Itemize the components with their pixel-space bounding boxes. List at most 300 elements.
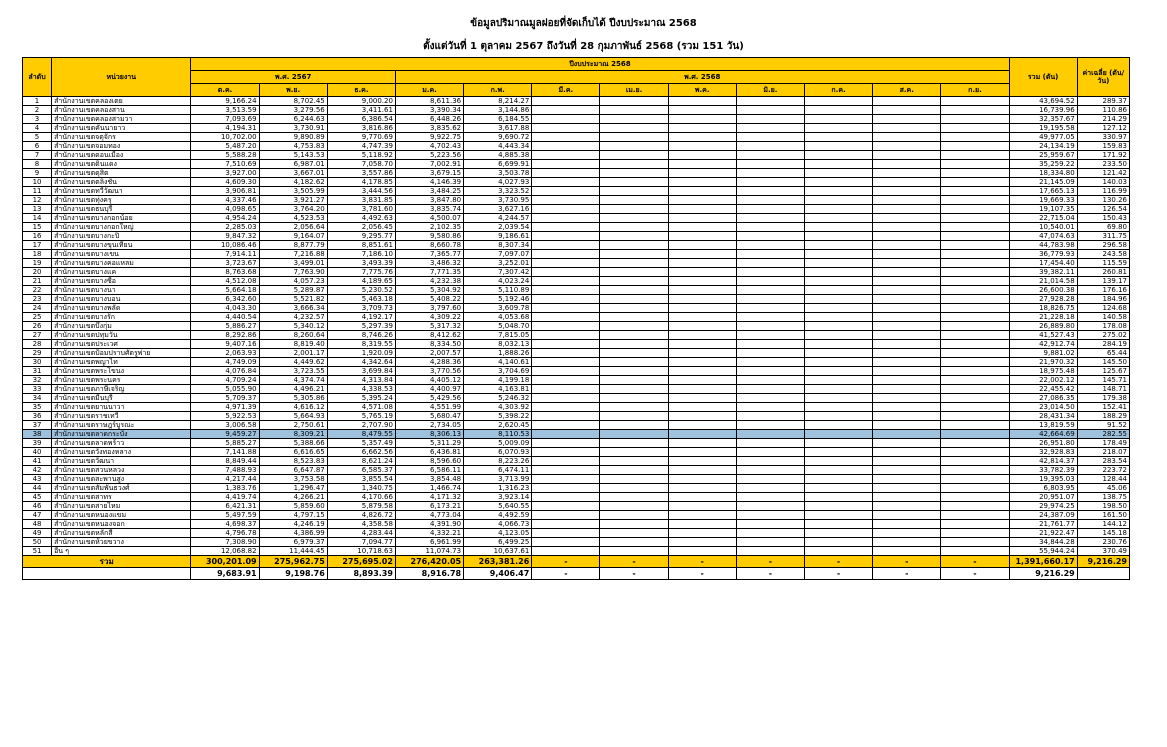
month-value-empty [873,178,941,187]
month-value: 5,886.27 [191,322,259,331]
row-average: 370.49 [1077,547,1129,556]
month-value: 4,043.30 [191,304,259,313]
month-value-empty [600,214,668,223]
total-month-value: 263,381.26 [464,556,532,568]
month-value: 5,192.46 [464,295,532,304]
month-value-empty [941,421,1009,430]
month-value-empty [941,538,1009,547]
month-value-empty [804,160,872,169]
month-value: 7,307.42 [464,268,532,277]
month-value-empty [532,214,600,223]
total-month-value: - [941,556,1009,568]
month-value: 5,340.12 [259,322,327,331]
table-row [23,547,1130,556]
month-value-empty [804,223,872,232]
month-value-empty [600,97,668,106]
month-value: 4,023.24 [464,277,532,286]
row-total: 9,881.02 [1009,349,1077,358]
row-number: 35 [23,403,52,412]
month-value-empty [873,466,941,475]
row-number: 4 [23,124,52,133]
month-value: 4,449.62 [259,358,327,367]
table-row [23,394,1130,403]
month-value-empty [941,214,1009,223]
row-total: 24,387.09 [1009,511,1077,520]
average-empty [1077,568,1129,580]
month-value: 3,906.81 [191,187,259,196]
month-value-empty [736,502,804,511]
month-value: 7,914.11 [191,250,259,259]
month-value: 4,309.22 [395,313,463,322]
month-value-empty [736,529,804,538]
row-total: 22,715.04 [1009,214,1077,223]
month-value: 2,039.54 [464,223,532,232]
month-value-empty [736,196,804,205]
month-value: 3,006.58 [191,421,259,430]
month-value-empty [873,304,941,313]
month-value-empty [600,403,668,412]
month-value: 3,390.34 [395,106,463,115]
month-value-empty [804,358,872,367]
row-average: 45.06 [1077,484,1129,493]
month-value: 8,260.64 [259,331,327,340]
row-total: 26,951.80 [1009,439,1077,448]
month-value-empty [600,331,668,340]
month-value-empty [873,520,941,529]
month-value-empty [941,295,1009,304]
month-value: 6,585.37 [327,466,395,475]
month-value: 4,616.12 [259,403,327,412]
month-value-empty [532,277,600,286]
month-value-empty [600,493,668,502]
month-value: 10,637.61 [464,547,532,556]
month-value: 8,596.60 [395,457,463,466]
month-value: 7,141.88 [191,448,259,457]
month-value-empty [532,475,600,484]
month-value: 3,323.52 [464,187,532,196]
month-value-empty [941,160,1009,169]
month-value: 7,488.93 [191,466,259,475]
month-value: 5,357.49 [327,439,395,448]
row-average: 260.81 [1077,268,1129,277]
month-value-empty [668,340,736,349]
month-value: 9,000.20 [327,97,395,106]
month-value: 7,771.35 [395,268,463,277]
month-value-empty [941,142,1009,151]
grand-average: 9,216.29 [1077,556,1129,568]
waste-data-table [22,57,1130,580]
unit-name: สำนักงานเขตธนบุรี [52,205,191,214]
total-month-value: - [600,556,668,568]
row-number: 28 [23,340,52,349]
row-average: 145.50 [1077,358,1129,367]
month-value-empty [736,304,804,313]
month-value: 8,523.83 [259,457,327,466]
unit-name: สำนักงานเขตดอนเมือง [52,151,191,160]
table-row [23,106,1130,115]
month-value-empty [941,430,1009,439]
month-value: 4,796.78 [191,529,259,538]
row-total: 32,928.83 [1009,448,1077,457]
header-month: ต.ค. [191,84,259,97]
month-value: 3,666.34 [259,304,327,313]
month-value-empty [668,124,736,133]
unit-name: สำนักงานเขตดุสิต [52,169,191,178]
month-value-empty [600,502,668,511]
month-value-empty [668,547,736,556]
header-fiscal-year: ปีงบประมาณ 2568 [191,58,1009,71]
unit-name: สำนักงานเขตประเวศ [52,340,191,349]
row-number: 12 [23,196,52,205]
month-value-empty [736,475,804,484]
row-average: 126.54 [1077,205,1129,214]
month-value: 6,662.56 [327,448,395,457]
month-value: 4,374.74 [259,376,327,385]
unit-name: สำนักงานเขตบางรัก [52,313,191,322]
month-value: 7,815.05 [464,331,532,340]
month-value-empty [600,133,668,142]
month-value-empty [736,133,804,142]
month-value-empty [873,223,941,232]
month-value-empty [873,232,941,241]
month-value: 3,444.56 [327,187,395,196]
row-number: 50 [23,538,52,547]
row-total: 23,014.50 [1009,403,1077,412]
row-average: 233.50 [1077,160,1129,169]
month-value-empty [736,106,804,115]
month-value-empty [941,520,1009,529]
month-value-empty [600,151,668,160]
table-row [23,205,1130,214]
month-value: 5,009.09 [464,439,532,448]
month-value: 6,961.99 [395,538,463,547]
table-row [23,421,1130,430]
month-value-empty [600,196,668,205]
row-number: 15 [23,223,52,232]
average-label-empty [23,568,191,580]
unit-name: สำนักงานเขตหนองแขม [52,511,191,520]
month-value: 3,505.99 [259,187,327,196]
month-value-empty [941,475,1009,484]
month-value-empty [804,187,872,196]
row-average: 176.16 [1077,286,1129,295]
month-value: 10,086.46 [191,241,259,250]
month-value-empty [668,268,736,277]
month-value: 5,885.27 [191,439,259,448]
month-value-empty [873,295,941,304]
month-value-empty [736,286,804,295]
month-value-empty [668,322,736,331]
month-value: 3,770.56 [395,367,463,376]
row-total: 27,928.28 [1009,295,1077,304]
month-value-empty [668,241,736,250]
unit-name: สำนักงานเขตบางเขน [52,250,191,259]
month-value-empty [668,421,736,430]
table-row [23,133,1130,142]
month-value-empty [600,295,668,304]
month-value: 5,429.56 [395,394,463,403]
month-value: 6,586.11 [395,466,463,475]
header-unit: หน่วยงาน [52,58,191,97]
average-month-value: - [668,568,736,580]
row-number: 10 [23,178,52,187]
month-value: 4,246.19 [259,520,327,529]
month-value-empty [804,367,872,376]
month-value: 9,164.07 [259,232,327,241]
month-value: 3,503.78 [464,169,532,178]
month-value: 4,523.53 [259,214,327,223]
month-value: 3,709.73 [327,304,395,313]
month-value-empty [873,412,941,421]
table-row [23,493,1130,502]
month-value-empty [941,178,1009,187]
month-value: 4,358.58 [327,520,395,529]
row-total: 22,002.12 [1009,376,1077,385]
month-value: 1,888.26 [464,349,532,358]
month-value-empty [941,250,1009,259]
row-number: 24 [23,304,52,313]
month-value-empty [941,385,1009,394]
unit-name: สำนักงานเขตดินแดง [52,160,191,169]
average-month-value: 9,683.91 [191,568,259,580]
row-total: 32,357.67 [1009,115,1077,124]
month-value: 5,680.47 [395,412,463,421]
month-value-empty [600,250,668,259]
row-average: 125.67 [1077,367,1129,376]
month-value-empty [668,529,736,538]
month-value-empty [532,484,600,493]
month-value-empty [668,448,736,457]
row-average: 184.96 [1077,295,1129,304]
row-total: 10,540.01 [1009,223,1077,232]
month-value-empty [600,106,668,115]
row-total: 24,134.19 [1009,142,1077,151]
month-value: 8,877.79 [259,241,327,250]
table-row [23,475,1130,484]
row-average: 124.68 [1077,304,1129,313]
month-value-empty [736,376,804,385]
month-value: 2,056.64 [259,223,327,232]
month-value-empty [532,322,600,331]
month-value: 3,797.60 [395,304,463,313]
row-number: 3 [23,115,52,124]
unit-name: สำนักงานเขตพญาไท [52,358,191,367]
month-value: 5,311.29 [395,439,463,448]
month-value-empty [804,178,872,187]
row-number: 34 [23,394,52,403]
month-value-empty [532,511,600,520]
unit-name: สำนักงานเขตราษฎร์บูรณะ [52,421,191,430]
table-row [23,214,1130,223]
month-value-empty [873,124,941,133]
row-number: 51 [23,547,52,556]
month-value: 4,232.57 [259,313,327,322]
month-value: 4,027.93 [464,178,532,187]
row-average: 148.71 [1077,385,1129,394]
month-value-empty [736,394,804,403]
month-value-empty [941,322,1009,331]
month-value-empty [532,151,600,160]
month-value-empty [804,115,872,124]
month-value-empty [804,547,872,556]
month-value-empty [736,142,804,151]
month-value-empty [668,223,736,232]
table-row [23,196,1130,205]
month-value-empty [941,466,1009,475]
month-value-empty [668,97,736,106]
row-average: 230.76 [1077,538,1129,547]
month-value-empty [668,367,736,376]
month-value-empty [600,241,668,250]
month-value-empty [600,466,668,475]
month-value: 2,734.05 [395,421,463,430]
month-value-empty [532,196,600,205]
month-value-empty [804,520,872,529]
row-number: 38 [23,430,52,439]
month-value: 5,388.66 [259,439,327,448]
month-value: 4,391.90 [395,520,463,529]
row-number: 42 [23,466,52,475]
month-value: 1,340.75 [327,484,395,493]
month-value-empty [600,169,668,178]
month-value-empty [532,115,600,124]
month-value: 5,521.82 [259,295,327,304]
month-value-empty [941,223,1009,232]
row-total: 21,145.09 [1009,178,1077,187]
month-value: 1,466.74 [395,484,463,493]
month-value: 5,922.53 [191,412,259,421]
month-value: 4,066.73 [464,520,532,529]
unit-name: สำนักงานเขตบึงกุ่ม [52,322,191,331]
month-value-empty [532,430,600,439]
month-value-empty [804,502,872,511]
month-value: 1,920.09 [327,349,395,358]
row-number: 29 [23,349,52,358]
month-value: 7,058.70 [327,160,395,169]
total-month-value: - [873,556,941,568]
month-value-empty [873,376,941,385]
month-value: 4,140.61 [464,358,532,367]
month-value: 2,750.61 [259,421,327,430]
month-value-empty [600,232,668,241]
month-value: 6,987.01 [259,160,327,169]
month-value: 1,296.47 [259,484,327,493]
month-value: 6,699.91 [464,160,532,169]
month-value-empty [668,142,736,151]
month-value-empty [873,547,941,556]
table-row [23,340,1130,349]
month-value: 5,230.52 [327,286,395,295]
row-average: 198.50 [1077,502,1129,511]
row-total: 19,395.03 [1009,475,1077,484]
month-value-empty [532,448,600,457]
month-value: 4,232.38 [395,277,463,286]
row-total: 6,803.95 [1009,484,1077,493]
month-value-empty [941,457,1009,466]
month-value-empty [941,304,1009,313]
table-row [23,466,1130,475]
total-month-value: 300,201.09 [191,556,259,568]
average-month-value: - [873,568,941,580]
month-value-empty [736,466,804,475]
month-value-empty [600,277,668,286]
table-row [23,295,1130,304]
month-value-empty [736,520,804,529]
row-average: 91.52 [1077,421,1129,430]
month-value-empty [532,466,600,475]
unit-name: สำนักงานเขตบางขุนเทียน [52,241,191,250]
row-total: 44,783.98 [1009,241,1077,250]
month-value-empty [600,160,668,169]
month-value: 8,611.36 [395,97,463,106]
month-value: 5,297.39 [327,322,395,331]
month-value-empty [532,241,600,250]
month-value: 9,847.32 [191,232,259,241]
header-month: ธ.ค. [327,84,395,97]
month-value: 8,319.55 [327,340,395,349]
month-value-empty [804,295,872,304]
average-month-value: - [804,568,872,580]
row-total: 18,826.75 [1009,304,1077,313]
table-row [23,376,1130,385]
row-average: 144.12 [1077,520,1129,529]
month-value-empty [736,349,804,358]
month-value-empty [668,151,736,160]
month-value: 4,440.54 [191,313,259,322]
month-value: 9,690.72 [464,133,532,142]
month-value: 4,496.21 [259,385,327,394]
month-value-empty [668,475,736,484]
month-value-empty [804,493,872,502]
unit-name: สำนักงานเขตบางพลัด [52,304,191,313]
month-value-empty [668,106,736,115]
report-subtitle: ตั้งแต่วันที่ 1 ตุลาคม 2567 ถึงวันที่ 28 กุมภาพันธ์ 2568 (รวม 151 วัน) [423,41,744,52]
row-average: 140.58 [1077,313,1129,322]
month-value-empty [600,511,668,520]
month-value: 4,419.74 [191,493,259,502]
month-value: 6,616.65 [259,448,327,457]
header-total: รวม (ตัน) [1009,58,1077,97]
row-total: 28,431.34 [1009,412,1077,421]
month-value: 3,144.86 [464,106,532,115]
month-value: 8,334.50 [395,340,463,349]
month-value-empty [668,376,736,385]
month-value: 4,338.53 [327,385,395,394]
month-value-empty [804,196,872,205]
month-value: 3,667.01 [259,169,327,178]
month-value: 6,421.31 [191,502,259,511]
month-value: 4,313.84 [327,376,395,385]
row-average: 188.29 [1077,412,1129,421]
row-number: 19 [23,259,52,268]
row-number: 36 [23,412,52,421]
month-value-empty [873,277,941,286]
month-value-empty [668,169,736,178]
month-value-empty [804,457,872,466]
row-number: 41 [23,457,52,466]
month-value-empty [600,538,668,547]
header-year-2568: พ.ศ. 2568 [395,71,1009,84]
row-number: 27 [23,331,52,340]
month-value-empty [873,322,941,331]
month-value-empty [668,205,736,214]
month-value: 8,292.86 [191,331,259,340]
row-average: 296.58 [1077,241,1129,250]
row-total: 17,665.13 [1009,187,1077,196]
average-month-value: - [736,568,804,580]
month-value: 7,093.69 [191,115,259,124]
month-value-empty [804,349,872,358]
